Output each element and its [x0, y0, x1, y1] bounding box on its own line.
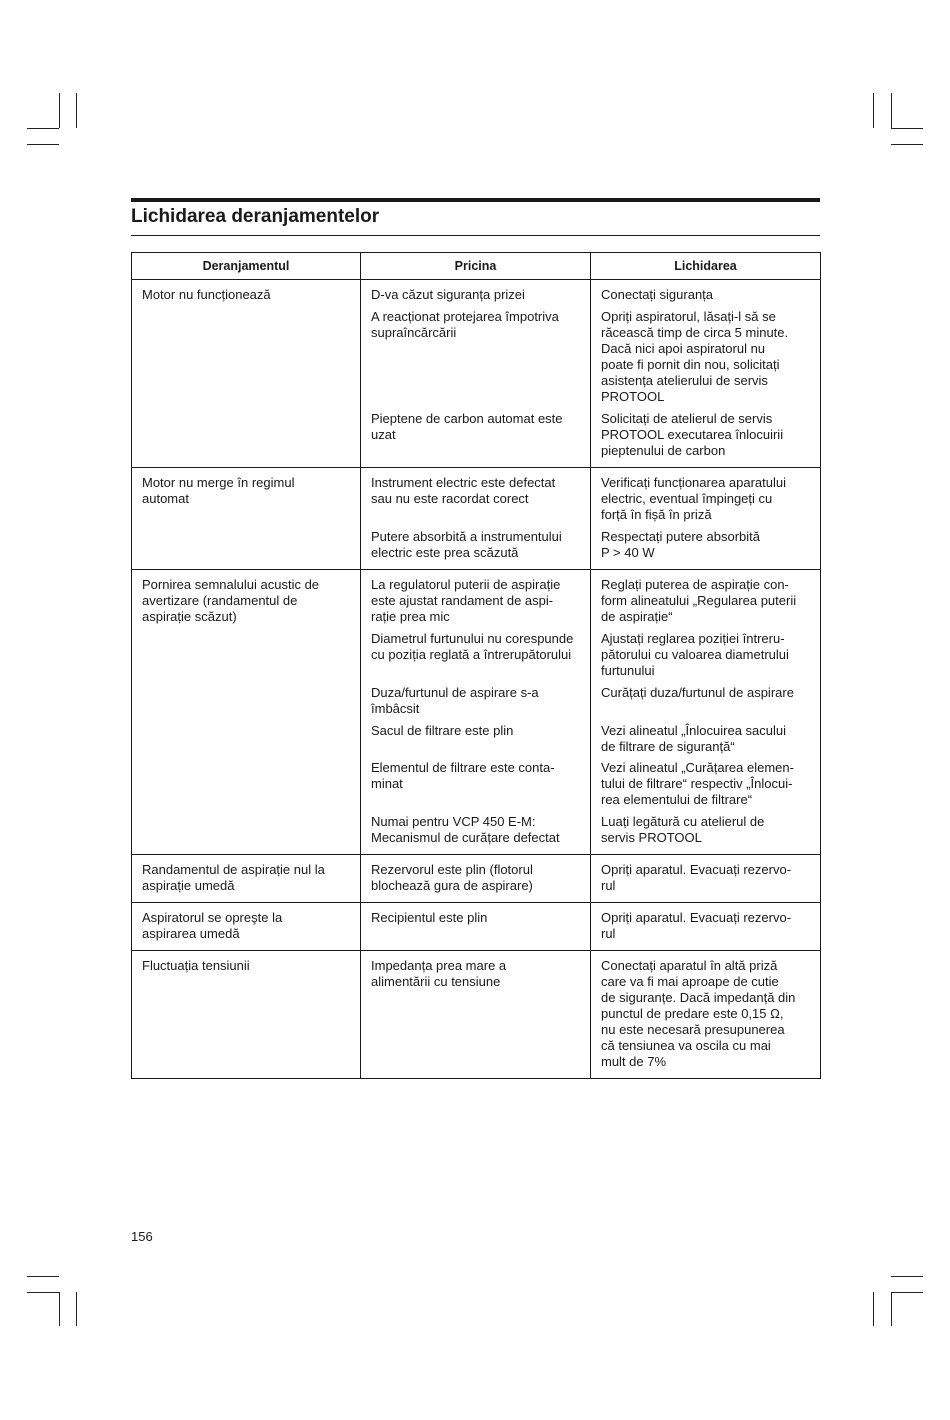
remedy-text: Vezi alineatul „Curățarea elemen- tului de filtrare“ respectiv „Înlocui- rea elementului de filtrare“	[601, 760, 794, 807]
remedy-text: Reglați puterea de aspirație con- form alineatului „Regularea puterii de aspirație“	[601, 577, 797, 624]
remedy-text: Luați legătură cu atelierul de servis PROTOOL	[601, 814, 765, 845]
title-rule-top	[131, 198, 820, 202]
crop-mark	[873, 1292, 874, 1326]
fault-cell	[132, 280, 361, 468]
fault-cell	[132, 951, 361, 1079]
remedy-cell	[591, 903, 821, 951]
cause-cell	[361, 855, 591, 903]
cause-text: Diametrul furtunului nu corespunde cu poziția reglată a întrerupătorului	[371, 631, 574, 662]
crop-mark	[891, 144, 923, 145]
cause-text: La regulatorul puterii de aspirație este ajustat randament de aspi- rație prea mic	[371, 577, 561, 624]
cause-text: Elementul de filtrare este conta- minat	[371, 760, 555, 791]
fault-cell	[132, 570, 361, 855]
page-title: Lichidarea deranjamentelor	[131, 206, 380, 227]
cause-cell	[361, 903, 591, 951]
cause-cell	[361, 468, 591, 570]
remedy-cell	[591, 951, 821, 1079]
cause-text: Impedanța prea mare a alimentării cu tensiune	[371, 958, 507, 989]
cause-cell	[361, 570, 591, 855]
fault-text: Pornirea semnalului acustic de avertizare (randamentul de aspirație scăzut)	[142, 577, 320, 624]
crop-mark	[27, 1292, 59, 1293]
fault-text: Randamentul de aspirație nul la aspirație umedă	[142, 862, 325, 893]
remedy-text: Respectați putere absorbită P > 40 W	[601, 529, 760, 560]
column-header-cause: Pricina	[361, 253, 591, 280]
title-rule-bottom	[131, 235, 820, 236]
cause-text: D-va căzut siguranța prizei	[371, 287, 525, 302]
remedy-text: Opriți aparatul. Evacuați rezervo- rul	[601, 910, 792, 941]
fault-text: Fluctuația tensiunii	[142, 958, 250, 973]
fault-text: Aspiratorul se opreşte la aspirarea umedă	[142, 910, 283, 941]
fault-text: Motor nu funcționează	[142, 287, 271, 302]
crop-mark	[891, 1276, 923, 1277]
crop-mark	[891, 128, 923, 129]
remedy-text: Opriți aspiratorul, lăsați-l să se răcească timp de circa 5 minute. Dacă nici apoi aspiratorul nu poate fi pornit din nou, solicitați asistența atelierului de servis PROTOOL	[601, 309, 789, 404]
cause-text: A reacționat protejarea împotriva supraîncărcării	[371, 309, 559, 340]
remedy-cell	[591, 468, 821, 570]
remedy-text: Curățați duza/furtunul de aspirare	[601, 685, 794, 700]
remedy-text: Solicitați de atelierul de servis PROTOOL executarea înlocuirii pieptenului de carbon	[601, 411, 784, 458]
crop-mark	[27, 144, 59, 145]
table-row	[132, 570, 821, 855]
fault-text: Motor nu merge în regimul automat	[142, 475, 295, 506]
remedy-text: Conectați aparatul în altă priză care va fi mai aproape de cutie de siguranțe. Dacă impedanță din punctul de predare este 0,15 Ω, nu este necesară presupunerea că tensiunea va oscila cu mai mult de 7%	[601, 958, 796, 1069]
remedy-text: Opriți aparatul. Evacuați rezervo- rul	[601, 862, 792, 893]
remedy-text: Ajustați reglarea poziției întreru- pătorului cu valoarea diametrului furtunului	[601, 631, 789, 678]
crop-mark	[76, 93, 77, 128]
table-row	[132, 855, 821, 903]
crop-mark	[891, 1292, 892, 1326]
cause-cell	[361, 280, 591, 468]
table-row	[132, 280, 821, 468]
page-number: 156	[131, 1229, 153, 1244]
crop-mark	[891, 1292, 923, 1293]
crop-mark	[873, 93, 874, 128]
table-row	[132, 951, 821, 1079]
table-header-row	[132, 253, 821, 280]
remedy-text: Verificați funcționarea aparatului electric, eventual împingeți cu forță în fișă în priză	[601, 475, 787, 522]
fault-cell	[132, 903, 361, 951]
column-header-remedy: Lichidarea	[591, 253, 821, 280]
table-row	[132, 903, 821, 951]
cause-text: Instrument electric este defectat sau nu este racordat corect	[371, 475, 556, 506]
remedy-text: Vezi alineatul „Înlocuirea sacului de filtrare de siguranță“	[601, 723, 786, 754]
crop-mark	[27, 1276, 59, 1277]
cause-text: Recipientul este plin	[371, 910, 488, 925]
table-row	[132, 468, 821, 570]
table-body	[132, 280, 821, 1079]
remedy-text: Conectați siguranța	[601, 287, 714, 302]
fault-cell	[132, 855, 361, 903]
cause-text: Sacul de filtrare este plin	[371, 723, 514, 738]
cause-cell	[361, 951, 591, 1079]
cause-text: Rezervorul este plin (flotorul blochează gura de aspirare)	[371, 862, 533, 893]
crop-mark	[891, 93, 892, 128]
crop-mark	[76, 1292, 77, 1326]
cause-text: Pieptene de carbon automat este uzat	[371, 411, 563, 442]
remedy-cell	[591, 570, 821, 855]
fault-cell	[132, 468, 361, 570]
cause-text: Putere absorbită a instrumentului electric este prea scăzută	[371, 529, 562, 560]
crop-mark	[59, 93, 60, 128]
troubleshooting-table	[131, 252, 821, 1079]
remedy-cell	[591, 280, 821, 468]
cause-text: Numai pentru VCP 450 E-M: Mecanismul de curățare defectat	[371, 814, 560, 845]
cause-text: Duza/furtunul de aspirare s-a îmbâcsit	[371, 685, 539, 716]
crop-mark	[59, 1292, 60, 1326]
crop-mark	[27, 128, 59, 129]
remedy-cell	[591, 855, 821, 903]
column-header-fault: Deranjamentul	[132, 253, 361, 280]
